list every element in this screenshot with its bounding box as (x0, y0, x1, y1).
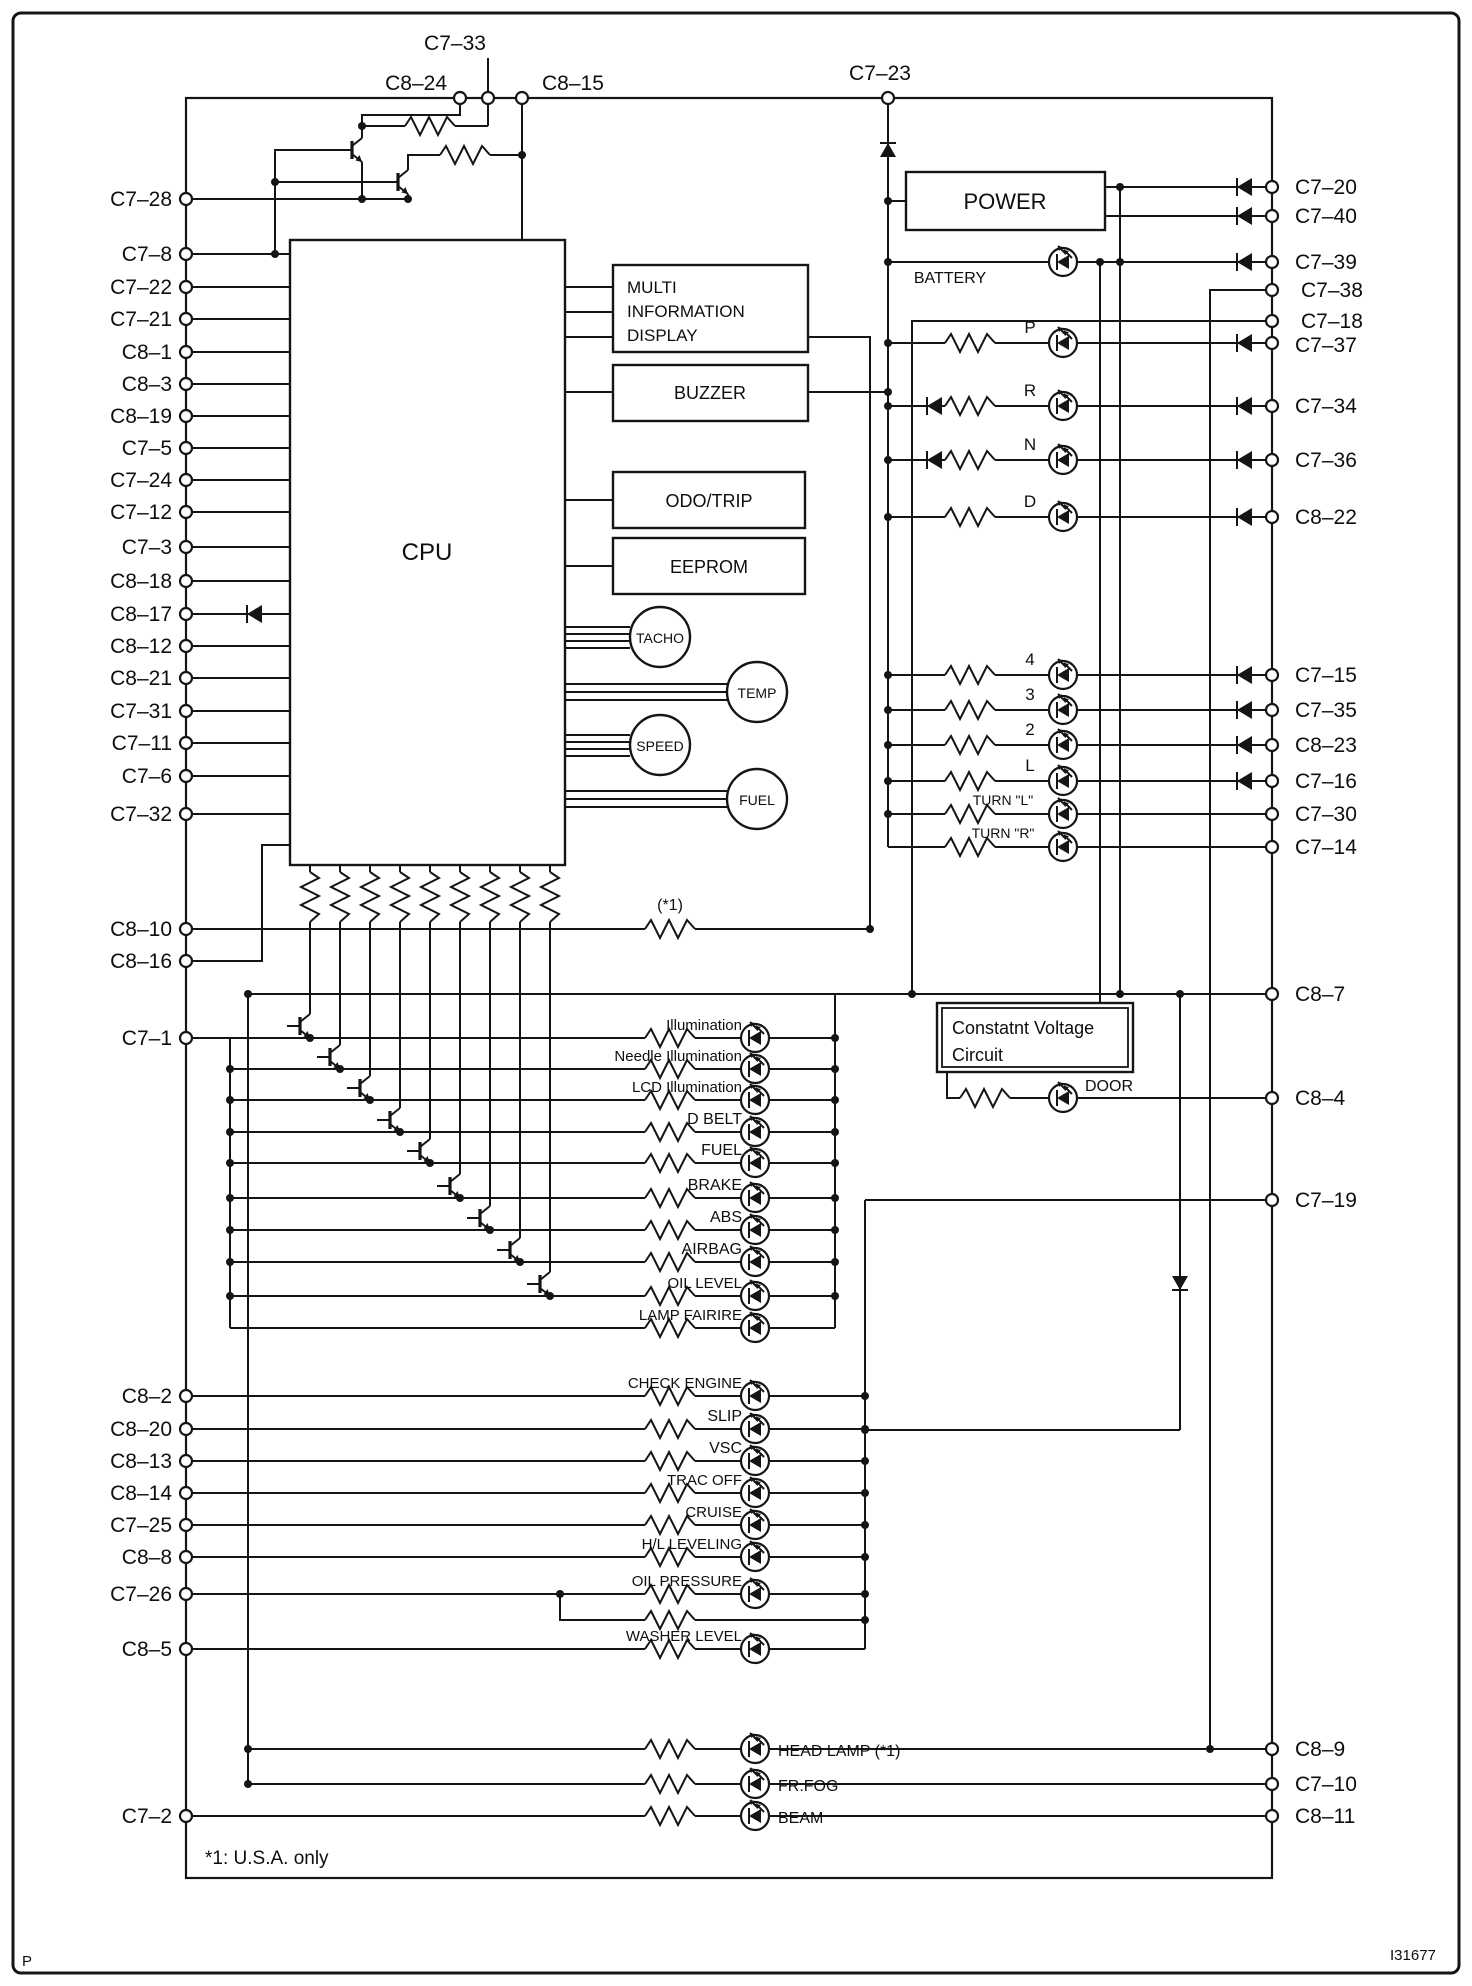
pin-label: C8–17 (110, 603, 172, 626)
pin-label: C8–21 (110, 667, 172, 690)
led-icon (1049, 1082, 1077, 1112)
led-icon (741, 1116, 769, 1146)
led-icon (1049, 798, 1077, 828)
pin-label: C7–11 (111, 732, 172, 755)
pin-label: C7–23 (849, 62, 911, 85)
transistor-icon (339, 138, 362, 162)
led-icon (1049, 694, 1077, 724)
power-label: POWER (963, 189, 1047, 214)
warning-label: ABS (709, 1209, 742, 1226)
warning-label: D BELT (687, 1111, 742, 1128)
warning-label: CHECK ENGINE (627, 1375, 742, 1392)
pin-label: C7–8 (121, 243, 172, 266)
pin-label: C7–22 (110, 276, 172, 299)
pin-label: C8–13 (110, 1450, 172, 1473)
usa-only-note: *1: U.S.A. only (205, 1848, 329, 1869)
transistor-icon (287, 1014, 310, 1038)
mid-label-line1: MULTI (627, 278, 677, 297)
diode-icon (1237, 772, 1252, 790)
odo-trip-label: ODO/TRIP (665, 491, 753, 511)
led-icon (1049, 765, 1077, 795)
transistor-icon (467, 1206, 490, 1230)
turn-right-label: TURN "R" (971, 825, 1035, 841)
terminals-left (110, 188, 192, 1828)
pin-label: C7–26 (110, 1583, 172, 1606)
figure-number: I31677 (1390, 1947, 1436, 1964)
lamp-label-head: HEAD LAMP (*1) (778, 1743, 901, 1760)
pin-label: C7–24 (110, 469, 172, 492)
temp-label: TEMP (737, 685, 777, 701)
transistor-icon (377, 1108, 400, 1132)
led-icon (741, 1214, 769, 1244)
pin-label: C8–20 (110, 1418, 172, 1441)
gear-label-p: P (1024, 318, 1036, 337)
pin-label: C7–2 (121, 1805, 172, 1828)
pin-label: C8–4 (1295, 1087, 1346, 1110)
led-icon (741, 1477, 769, 1507)
warning-label: AIRBAG (681, 1241, 742, 1258)
pin-label: C8–1 (121, 341, 172, 364)
pin-label: C8–16 (110, 950, 172, 973)
pin-label: C7–5 (121, 437, 172, 460)
transistor-icon (497, 1238, 520, 1262)
diode-icon (1237, 701, 1252, 719)
speed-label: SPEED (636, 738, 684, 754)
gear-label-d: D (1023, 492, 1037, 511)
eeprom-label: EEPROM (669, 557, 749, 577)
diode-icon (1237, 253, 1252, 271)
pin-label: C8–23 (1295, 734, 1357, 757)
pin-label: C7–18 (1301, 310, 1363, 333)
pin-label: C7–31 (110, 700, 172, 723)
pin-label: C7–32 (110, 803, 172, 826)
constant-voltage-label-line1: Constatnt Voltage (952, 1018, 1095, 1038)
led-icon (741, 1147, 769, 1177)
diode-down-icon (1172, 1276, 1188, 1290)
pin-label: C8–5 (121, 1638, 172, 1661)
led-icon (741, 1280, 769, 1310)
terminals-right (1266, 176, 1363, 1828)
pin-label: C7–28 (110, 188, 172, 211)
pin-label: C8–9 (1295, 1738, 1346, 1761)
pin-label: C7–35 (1295, 699, 1357, 722)
led-icon (741, 1633, 769, 1663)
diode-icon (1237, 451, 1252, 469)
led-icon (741, 1578, 769, 1608)
warning-label: LAMP FAIRIRE (638, 1307, 742, 1324)
pin-label: C8–22 (1295, 506, 1357, 529)
transistor-icon (437, 1174, 460, 1198)
lamp-label-frfog: FR.FOG (778, 1778, 839, 1795)
pin-label: C7–20 (1295, 176, 1357, 199)
diode-icon (1237, 666, 1252, 684)
pin-label: C7–14 (1295, 836, 1357, 859)
door-label: DOOR (1085, 1078, 1133, 1095)
constant-voltage-label-line2: Circuit (952, 1045, 1004, 1065)
warning-label: WASHER LEVEL (625, 1628, 742, 1645)
led-icon (741, 1182, 769, 1212)
diode-icon (1237, 736, 1252, 754)
led-icon (1049, 390, 1077, 420)
led-icon (741, 1768, 769, 1798)
pin-label: C7–16 (1295, 770, 1357, 793)
turn-left-label: TURN "L" (972, 792, 1034, 808)
led-icon (741, 1053, 769, 1083)
lamp-label-beam: BEAM (778, 1810, 824, 1827)
warning-label: CRUISE (685, 1504, 742, 1521)
warning-label: Needle Illumination (614, 1048, 742, 1065)
diode-icon (1237, 334, 1252, 352)
transistor-icon (407, 1139, 430, 1163)
led-icon (741, 1084, 769, 1114)
battery-label: BATTERY (913, 270, 987, 287)
position-label-4: 4 (1025, 650, 1035, 669)
pin-label: C7–21 (110, 308, 172, 331)
pin-label: C8–19 (110, 405, 172, 428)
pin-label: C8–18 (110, 570, 172, 593)
led-icon (741, 1733, 769, 1763)
diode-icon (927, 451, 942, 469)
led-icon (741, 1800, 769, 1830)
warning-label: VSC (709, 1440, 742, 1457)
led-icon (741, 1312, 769, 1342)
led-icon (741, 1445, 769, 1475)
diode-up-icon (880, 143, 896, 157)
pin-label: C7–10 (1295, 1773, 1357, 1796)
pin-label: C7–25 (110, 1514, 172, 1537)
pin-label: C7–39 (1295, 251, 1357, 274)
warning-label: Illumination (666, 1017, 742, 1034)
led-icon (1049, 831, 1077, 861)
led-icon (741, 1246, 769, 1276)
pin-label: C7–33 (424, 32, 486, 55)
cpu-label: CPU (401, 539, 453, 566)
warning-label: FUEL (701, 1142, 742, 1159)
fuel-label: FUEL (739, 792, 775, 808)
pin-label: C7–34 (1295, 395, 1357, 418)
diode-icon (927, 397, 942, 415)
terminals-top (385, 32, 911, 104)
pin-label: C7–37 (1295, 334, 1357, 357)
led-icon (1049, 327, 1077, 357)
pin-label: C8–2 (121, 1385, 172, 1408)
pin-label: C8–3 (121, 373, 172, 396)
pin-label: C7–12 (110, 501, 172, 524)
warning-label: BRAKE (687, 1177, 742, 1194)
led-icon (1049, 501, 1077, 531)
transistor-icon (347, 1076, 370, 1100)
pin-label: C7–38 (1301, 279, 1363, 302)
pin-label: C8–10 (110, 918, 172, 941)
warning-label: OIL PRESSURE (631, 1573, 742, 1590)
pin-label: C7–36 (1295, 449, 1357, 472)
led-icon (1049, 246, 1077, 276)
diode-icon (1237, 508, 1252, 526)
pin-label: C7–6 (121, 765, 172, 788)
pin-label: C8–14 (110, 1482, 172, 1505)
position-label-3: 3 (1025, 685, 1035, 704)
warning-label: OIL LEVEL (667, 1275, 742, 1292)
led-icon (741, 1413, 769, 1443)
pin-label: C8–15 (542, 72, 604, 95)
buzzer-label: BUZZER (674, 383, 746, 403)
pin-label: C7–19 (1295, 1189, 1357, 1212)
pin-label: C7–3 (121, 536, 172, 559)
footer-left-mark: P (22, 1953, 33, 1970)
transistor-icon (317, 1045, 340, 1069)
pin-label: C8–7 (1295, 983, 1346, 1006)
position-label-l: L (1025, 756, 1035, 775)
warning-label: H/L LEVELING (641, 1536, 742, 1553)
tacho-label: TACHO (636, 630, 684, 646)
pin-label: C7–1 (121, 1027, 172, 1050)
warning-label: TRAC OFF (667, 1472, 742, 1489)
pin-label: C8–12 (110, 635, 172, 658)
diode-icon (1237, 178, 1252, 196)
led-icon (741, 1022, 769, 1052)
transistor-icon (385, 170, 408, 194)
pin-label: C8–24 (385, 72, 447, 95)
pin-label: C7–15 (1295, 664, 1357, 687)
gear-label-r: R (1023, 381, 1037, 400)
led-icon (741, 1541, 769, 1571)
diode-icon (1237, 397, 1252, 415)
pin-label: C8–8 (121, 1546, 172, 1569)
pin-label: C7–40 (1295, 205, 1357, 228)
diode-icon (1237, 207, 1252, 225)
mid-label-line2: INFORMATION (627, 302, 745, 321)
position-label-2: 2 (1025, 720, 1035, 739)
led-icon (741, 1380, 769, 1410)
led-icon (1049, 729, 1077, 759)
diode-icon (247, 605, 262, 623)
led-icon (1049, 659, 1077, 689)
mid-label-line3: DISPLAY (627, 326, 698, 345)
led-icon (741, 1509, 769, 1539)
pin-label: C8–11 (1295, 1805, 1356, 1828)
led-icon (1049, 444, 1077, 474)
transistor-icon (527, 1272, 550, 1296)
warning-label: LCD Illumination (631, 1079, 742, 1096)
gear-label-n: N (1023, 435, 1037, 454)
warning-label: SLIP (707, 1408, 742, 1425)
asterisk-note: (*1) (657, 897, 683, 914)
pin-label: C7–30 (1295, 803, 1357, 826)
